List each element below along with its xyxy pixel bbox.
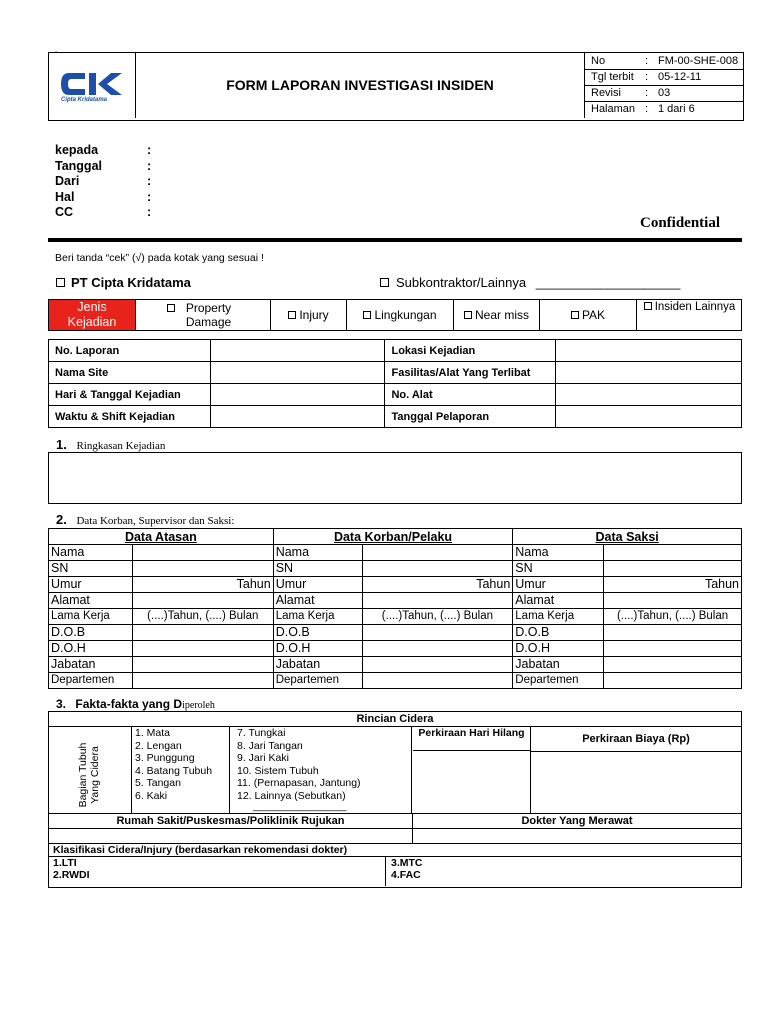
people-label: Umur bbox=[513, 577, 604, 593]
people-row bbox=[49, 673, 742, 689]
body-part-item: 6. Kaki bbox=[135, 789, 168, 802]
body-part-item: 11. (Pernapasan, Jantung) bbox=[237, 777, 361, 789]
meta-label: Revisi bbox=[591, 87, 621, 99]
people-label: Jabatan bbox=[513, 657, 604, 673]
divider-line bbox=[385, 857, 386, 886]
meta-row bbox=[585, 85, 743, 102]
address-colon: : bbox=[147, 189, 152, 204]
info-field[interactable] bbox=[556, 406, 742, 428]
info-field[interactable] bbox=[210, 362, 385, 384]
section-3-title-small: iperoleh bbox=[182, 700, 215, 711]
people-field[interactable] bbox=[604, 545, 742, 561]
address-row bbox=[55, 174, 152, 188]
people-label: Lama Kerja bbox=[49, 609, 133, 625]
people-field[interactable]: Tahun bbox=[604, 577, 742, 593]
jenis-lainnya-label: Insiden Lainnya bbox=[654, 301, 736, 313]
people-field[interactable] bbox=[604, 673, 742, 689]
address-label: Dari bbox=[55, 174, 80, 188]
body-part-item: 12. Lainnya (Sebutkan) bbox=[237, 789, 346, 802]
thick-divider bbox=[48, 238, 742, 242]
section-3-number: 3. bbox=[56, 697, 67, 711]
people-field[interactable]: (....)Tahun, (....) Bulan bbox=[362, 609, 513, 625]
header-data-korban: Data Korban/Pelaku bbox=[273, 529, 513, 545]
section-2-title: Data Korban, Supervisor dan Saksi: bbox=[76, 515, 235, 527]
people-label: D.O.H bbox=[49, 641, 133, 657]
people-label: D.O.H bbox=[273, 641, 362, 657]
people-field[interactable] bbox=[604, 657, 742, 673]
info-row bbox=[49, 384, 742, 406]
people-field[interactable] bbox=[362, 625, 513, 641]
people-label: Alamat bbox=[513, 593, 604, 609]
people-row bbox=[49, 577, 742, 593]
people-label: Departemen bbox=[513, 673, 604, 689]
body-part-side bbox=[49, 727, 132, 813]
people-label: D.O.B bbox=[49, 625, 133, 641]
people-row bbox=[49, 657, 742, 673]
jenis-kejadian-row bbox=[48, 299, 742, 331]
address-colon: : bbox=[147, 174, 152, 188]
jenis-label-text: Jenis Kejadian bbox=[67, 300, 117, 329]
section-3-title: Fakta-fakta yang D bbox=[75, 697, 183, 711]
body-part-item: 1. Mata bbox=[135, 727, 171, 739]
people-label: Nama bbox=[513, 545, 604, 561]
info-field[interactable] bbox=[210, 384, 385, 406]
hari-hilang-label: Perkiraan Hari Hilang bbox=[413, 727, 530, 751]
info-field[interactable] bbox=[210, 406, 385, 428]
people-field[interactable] bbox=[132, 641, 273, 657]
dokter-label: Dokter Yang Merawat bbox=[521, 815, 633, 827]
people-field[interactable] bbox=[362, 657, 513, 673]
people-field[interactable] bbox=[132, 545, 273, 561]
people-label: D.O.B bbox=[273, 625, 362, 641]
logo-cell bbox=[49, 53, 136, 118]
address-colon: : bbox=[147, 205, 152, 219]
address-row bbox=[55, 205, 152, 219]
instruction-text: Beri tanda “cek” (√) pada kotak yang sesuai ! bbox=[55, 252, 264, 264]
info-label: Fasilitas/Alat Yang Terlibat bbox=[385, 362, 556, 384]
klasifikasi-label: Klasifikasi Cidera/Injury (berdasarkan rekomendasi dokter) bbox=[53, 844, 348, 856]
info-label: No. Laporan bbox=[49, 340, 211, 362]
body-part-item: 8. Jari Tangan bbox=[237, 739, 303, 752]
meta-block bbox=[584, 53, 743, 118]
rumah-sakit-field[interactable] bbox=[49, 829, 413, 843]
jenis-near-miss-label: Near miss bbox=[474, 308, 529, 322]
ringkasan-kejadian-field[interactable] bbox=[48, 452, 742, 504]
meta-colon: : bbox=[645, 71, 649, 83]
body-part-item: 4. Batang Tubuh bbox=[135, 764, 213, 777]
meta-label: Tgl terbit bbox=[591, 71, 634, 83]
address-row bbox=[55, 143, 152, 157]
side-label-line-1: Bagian Tubuh bbox=[77, 742, 89, 808]
meta-label: No bbox=[591, 55, 606, 67]
people-field[interactable] bbox=[132, 561, 273, 577]
people-row bbox=[49, 593, 742, 609]
info-label: Hari & Tanggal Kejadian bbox=[49, 384, 211, 406]
people-label: Alamat bbox=[273, 593, 362, 609]
checkbox-icon[interactable] bbox=[571, 311, 579, 319]
people-field[interactable] bbox=[604, 625, 742, 641]
people-field[interactable] bbox=[362, 673, 513, 689]
people-row bbox=[49, 625, 742, 641]
people-row bbox=[49, 561, 742, 577]
address-label: Tanggal bbox=[55, 158, 102, 173]
people-field[interactable] bbox=[132, 673, 273, 689]
checkbox-icon[interactable] bbox=[56, 278, 65, 287]
cidera-box bbox=[48, 711, 742, 888]
rumah-sakit-label: Rumah Sakit/Puskesmas/Poliklinik Rujukan bbox=[49, 814, 413, 828]
info-label: Waktu & Shift Kejadian bbox=[49, 406, 211, 428]
header-data-saksi: Data Saksi bbox=[513, 529, 742, 545]
people-label: SN bbox=[273, 561, 362, 577]
info-label: Lokasi Kejadian bbox=[385, 340, 556, 362]
checkbox-icon[interactable] bbox=[363, 311, 371, 319]
checkbox-icon[interactable] bbox=[167, 304, 175, 312]
option-pt-label: PT Cipta Kridatama bbox=[71, 275, 191, 290]
info-field[interactable] bbox=[556, 384, 742, 406]
people-data-table bbox=[48, 528, 742, 689]
logo-text: Cipta Kridatama bbox=[61, 97, 108, 103]
biaya-label: Perkiraan Biaya (Rp) bbox=[531, 727, 741, 752]
info-field[interactable] bbox=[556, 362, 742, 384]
address-label: Hal bbox=[55, 189, 75, 204]
body-part-side-label bbox=[77, 725, 101, 825]
people-field[interactable]: Tahun bbox=[132, 577, 273, 593]
klasifikasi-option[interactable]: 3.MTC bbox=[391, 857, 423, 869]
people-label: D.O.H bbox=[513, 641, 604, 657]
jenis-lingkungan-label: Lingkungan bbox=[374, 308, 437, 322]
body-part-item: 7. Tungkai bbox=[237, 727, 286, 739]
people-field[interactable] bbox=[604, 561, 742, 577]
rincian-cidera-title: Rincian Cidera bbox=[49, 712, 741, 727]
body-part-item: 2. Lengan bbox=[135, 739, 182, 752]
people-label: Lama Kerja bbox=[513, 609, 604, 625]
klasifikasi-options-left bbox=[53, 857, 383, 881]
jenis-option-lingkungan[interactable] bbox=[346, 300, 453, 330]
jenis-option-pak[interactable] bbox=[539, 300, 636, 330]
meta-row bbox=[585, 53, 743, 70]
lainnya-line: ________________ bbox=[253, 800, 347, 812]
body-part-item: 9. Jari Kaki bbox=[237, 752, 289, 764]
meta-colon: : bbox=[645, 87, 649, 99]
info-label: Tanggal Pelaporan bbox=[385, 406, 556, 428]
checkbox-icon[interactable] bbox=[464, 311, 472, 319]
people-field[interactable] bbox=[132, 625, 273, 641]
jenis-property-label: Property Damage bbox=[185, 301, 232, 329]
body-part-list-1 bbox=[132, 727, 230, 813]
info-row bbox=[49, 362, 742, 384]
jenis-injury-label: Injury bbox=[299, 308, 329, 322]
people-field[interactable] bbox=[362, 561, 513, 577]
section-1-heading bbox=[56, 437, 165, 452]
checkbox-icon[interactable] bbox=[288, 311, 296, 319]
jenis-option-near-miss[interactable] bbox=[453, 300, 539, 330]
section-2-heading bbox=[56, 512, 234, 527]
jenis-option-lainnya[interactable] bbox=[636, 300, 742, 330]
people-field[interactable] bbox=[604, 641, 742, 657]
people-row bbox=[49, 609, 742, 625]
jenis-option-property[interactable] bbox=[135, 300, 270, 330]
people-label: Jabatan bbox=[49, 657, 133, 673]
people-label: Alamat bbox=[49, 593, 133, 609]
section-3-heading bbox=[56, 697, 215, 711]
jenis-kejadian-label bbox=[49, 300, 135, 330]
meta-colon: : bbox=[645, 55, 649, 67]
option-subkontraktor[interactable] bbox=[380, 275, 680, 290]
checkbox-icon[interactable] bbox=[644, 302, 652, 310]
klasifikasi-option[interactable]: 1.LTI bbox=[53, 857, 77, 869]
header-data-atasan: Data Atasan bbox=[49, 529, 274, 545]
info-row bbox=[49, 340, 742, 362]
meta-value: FM-00-SHE-008 bbox=[658, 55, 739, 67]
address-row bbox=[55, 189, 152, 204]
dokter-field[interactable] bbox=[413, 829, 741, 843]
people-label: SN bbox=[49, 561, 133, 577]
section-2-number: 2. bbox=[56, 512, 67, 527]
people-field[interactable] bbox=[362, 641, 513, 657]
people-field[interactable] bbox=[132, 593, 273, 609]
people-field[interactable] bbox=[604, 593, 742, 609]
form-header bbox=[48, 52, 744, 121]
option-sub-label: Subkontraktor/Lainnya bbox=[396, 275, 527, 290]
address-colon: : bbox=[147, 143, 152, 157]
confidential-label: Confidential bbox=[640, 215, 721, 231]
people-label: Lama Kerja bbox=[273, 609, 362, 625]
people-field[interactable]: (....)Tahun, (....) Bulan bbox=[604, 609, 742, 625]
people-field[interactable] bbox=[362, 545, 513, 561]
incident-info-table bbox=[48, 339, 742, 428]
people-field[interactable] bbox=[362, 593, 513, 609]
klasifikasi-options-right bbox=[391, 857, 721, 881]
meta-value: 03 bbox=[658, 87, 671, 99]
klasifikasi-option[interactable]: 4.FAC bbox=[391, 869, 421, 881]
people-label: D.O.B bbox=[513, 625, 604, 641]
people-label: Jabatan bbox=[273, 657, 362, 673]
option-sub-line: ____________________ bbox=[535, 275, 681, 290]
section-1-title: Ringkasan Kejadian bbox=[76, 440, 166, 452]
people-field[interactable]: (....)Tahun, (....) Bulan bbox=[132, 609, 273, 625]
meta-value: 1 dari 6 bbox=[658, 103, 695, 115]
info-label: Nama Site bbox=[49, 362, 211, 384]
people-label: Departemen bbox=[273, 673, 362, 689]
body-part-list-2 bbox=[231, 727, 412, 813]
people-label: Umur bbox=[49, 577, 133, 593]
people-row bbox=[49, 641, 742, 657]
jenis-pak-label: PAK bbox=[581, 308, 606, 322]
people-field[interactable]: Tahun bbox=[362, 577, 513, 593]
section-1-number: 1. bbox=[56, 437, 67, 452]
address-label: kepada bbox=[55, 143, 99, 157]
checkbox-icon[interactable] bbox=[380, 278, 389, 287]
info-field[interactable] bbox=[210, 340, 385, 362]
hari-hilang-cell[interactable] bbox=[413, 727, 531, 813]
tick-mark: ` bbox=[55, 51, 59, 62]
body-part-item: 5. Tangan bbox=[135, 777, 181, 789]
people-field[interactable] bbox=[132, 657, 273, 673]
people-label: Departemen bbox=[49, 673, 133, 689]
address-row bbox=[55, 158, 152, 173]
people-label: Nama bbox=[273, 545, 362, 561]
biaya-cell[interactable] bbox=[531, 727, 741, 813]
option-pt-cipta[interactable] bbox=[56, 275, 191, 290]
side-label-line-2: Yang Cidera bbox=[89, 746, 101, 804]
company-logo-icon bbox=[59, 71, 125, 97]
address-label: CC bbox=[55, 205, 74, 219]
meta-colon: : bbox=[645, 103, 649, 115]
form-title: FORM LAPORAN INVESTIGASI INSIDEN bbox=[226, 77, 494, 93]
body-part-item: 10. Sistem Tubuh bbox=[237, 764, 319, 777]
people-label: SN bbox=[513, 561, 604, 577]
info-field[interactable] bbox=[556, 340, 742, 362]
body-part-item: 3. Punggung bbox=[135, 752, 195, 764]
jenis-option-injury[interactable] bbox=[270, 300, 346, 330]
people-label: Nama bbox=[49, 545, 133, 561]
people-row bbox=[49, 545, 742, 561]
info-row bbox=[49, 406, 742, 428]
meta-value: 05-12-11 bbox=[658, 71, 702, 83]
meta-row bbox=[585, 69, 743, 86]
people-label: Umur bbox=[273, 577, 362, 593]
klasifikasi-option[interactable]: 2.RWDI bbox=[53, 869, 90, 881]
meta-label: Halaman bbox=[591, 103, 636, 115]
info-label: No. Alat bbox=[385, 384, 556, 406]
meta-row bbox=[585, 101, 743, 117]
address-colon: : bbox=[147, 158, 152, 173]
